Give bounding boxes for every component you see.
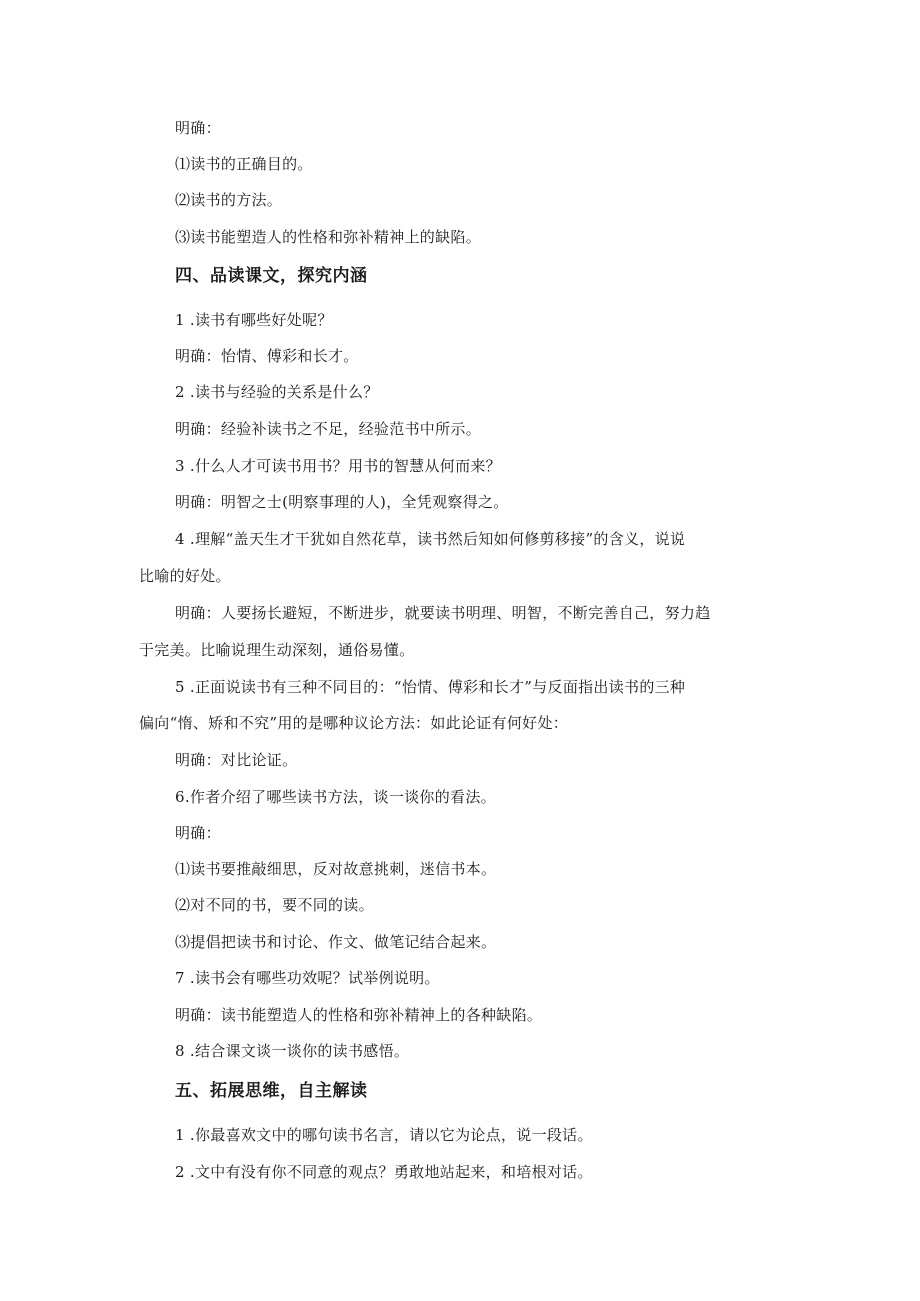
question-3: 3 .什么人才可读书用书？用书的智慧从何而来？ (175, 457, 501, 475)
answer-6-item-1: ⑴读书要推敲细思，反对故意挑刺，迷信书本。 (175, 860, 497, 878)
answer-6-item-2: ⑵对不同的书，要不同的读。 (175, 896, 374, 914)
section-heading-4: 四、品读课文，探究内涵 (175, 266, 368, 286)
question-4-line-1: 4 .理解“盖天生才干犹如自然花草，读书然后知如何修剪移接”的含义，说说 (175, 530, 686, 548)
answer-6-item-3: ⑶提倡把读书和讨论、作文、做笔记结合起来。 (175, 933, 497, 951)
extension-question-2: 2 .文中有没有你不同意的观点？勇敢地站起来，和培根对话。 (175, 1163, 593, 1181)
answer-6-label: 明确： (175, 824, 221, 842)
answer-item-1: ⑴读书的正确目的。 (175, 155, 313, 173)
question-2: 2 .读书与经验的关系是什么？ (175, 383, 379, 401)
answer-5: 明确：对比论证。 (175, 751, 298, 769)
answer-7: 明确：读书能塑造人的性格和弥补精神上的各种缺陷。 (175, 1006, 543, 1024)
question-1: 1 .读书有哪些好处呢？ (175, 311, 333, 329)
answer-1: 明确：怡情、傅彩和长才。 (175, 347, 359, 365)
answer-item-3: ⑶读书能塑造人的性格和弥补精神上的缺陷。 (175, 228, 482, 246)
question-6: 6.作者介绍了哪些读书方法，谈一谈你的看法。 (175, 788, 496, 806)
answer-item-2: ⑵读书的方法。 (175, 191, 283, 209)
answer-3: 明确：明智之士(明察事理的人)，全凭观察得之。 (175, 493, 509, 511)
answer-4-line-2: 于完美。比喻说理生动深刻，通俗易懂。 (139, 641, 415, 659)
answer-4-line-1: 明确：人要扬长避短，不断进步，就要读书明理、明智，不断完善自己，努力趋 (175, 604, 711, 622)
question-4-line-2: 比喻的好处。 (139, 567, 231, 585)
question-8: 8 .结合课文谈一谈你的读书感悟。 (175, 1042, 410, 1060)
question-5-line-1: 5 .正面说读书有三种不同目的：“怡情、傅彩和长才”与反面指出读书的三种 (175, 678, 686, 696)
extension-question-1: 1 .你最喜欢文中的哪句读书名言，请以它为论点，说一段话。 (175, 1126, 593, 1144)
answer-2: 明确：经验补读书之不足，经验范书中所示。 (175, 420, 482, 438)
section-heading-5: 五、拓展思维，自主解读 (175, 1081, 368, 1101)
question-5-line-2: 偏向“惰、矫和不究”用的是哪种议论方法：如此论证有何好处： (139, 714, 569, 732)
question-7: 7 .读书会有哪些功效呢？试举例说明。 (175, 969, 440, 987)
answer-label: 明确： (175, 119, 221, 137)
